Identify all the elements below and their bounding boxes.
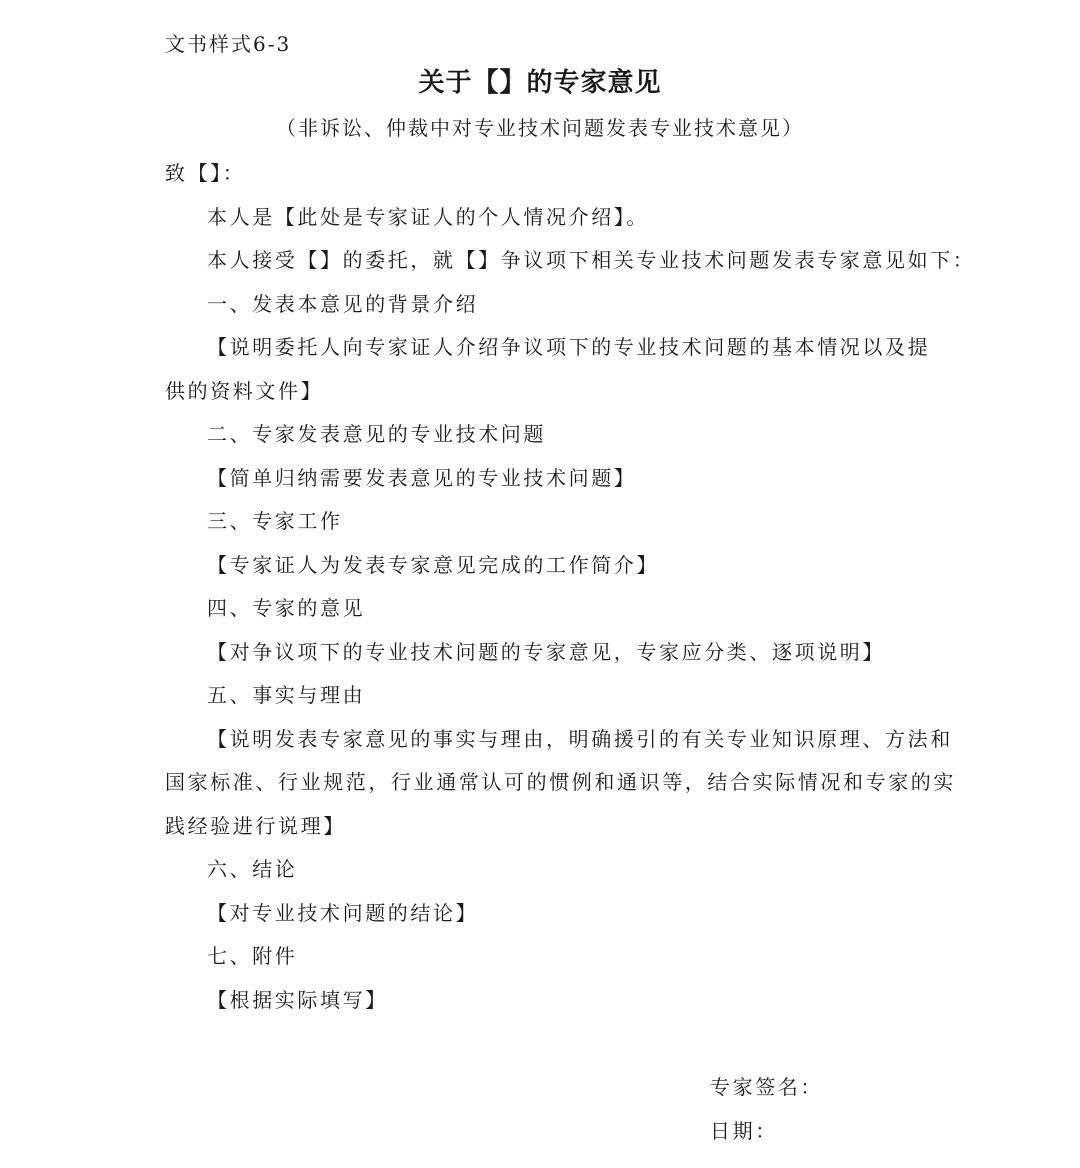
document-subtitle: （非诉讼、仲裁中对专业技术问题发表专业技术意见）	[276, 116, 804, 140]
section-4-body: 【对争议项下的专业技术问题的专家意见，专家应分类、逐项说明】	[207, 639, 885, 664]
section-5-heading: 五、事实与理由	[207, 683, 366, 707]
section-6-heading: 六、结论	[207, 857, 298, 881]
date-label: 日期：	[710, 1118, 778, 1143]
expert-signature-label: 专家签名：	[710, 1075, 823, 1099]
section-3-heading: 三、专家工作	[207, 509, 343, 533]
section-5-body-line-1: 【说明发表专家意见的事实与理由，明确援引的有关专业知识原理、方法和	[207, 726, 953, 751]
signature-block	[710, 1066, 823, 1153]
section-1-heading: 一、发表本意见的背景介绍	[207, 291, 479, 316]
section-2-heading: 二、专家发表意见的专业技术问题	[207, 422, 546, 446]
section-6-body: 【对专业技术问题的结论】	[207, 900, 479, 925]
section-5-body-line-2: 国家标准、行业规范，行业通常认可的惯例和通识等，结合实际情况和专家的实	[165, 770, 956, 794]
section-4-heading: 四、专家的意见	[207, 596, 366, 620]
section-7-heading: 七、附件	[207, 944, 298, 968]
commission-paragraph: 本人接受【】的委托，就【】争议项下相关专业技术问题发表专家意见如下：	[207, 248, 976, 272]
form-number: 文书样式6-3	[165, 32, 292, 56]
section-7-body: 【根据实际填写】	[207, 987, 388, 1012]
document-body	[165, 152, 976, 1022]
addressee: 致【】：	[165, 161, 246, 185]
section-1-body-line-2: 供的资料文件】	[165, 378, 324, 403]
section-3-body: 【专家证人为发表专家意见完成的工作简介】	[207, 552, 659, 577]
section-2-body: 【简单归纳需要发表意见的专业技术问题】	[207, 465, 637, 490]
section-1-body-line-1: 【说明委托人向专家证人介绍争议项下的专业技术问题的基本情况以及提	[207, 335, 931, 359]
section-5-body-line-3: 践经验进行说理】	[165, 813, 346, 838]
self-intro-paragraph: 本人是【此处是专家证人的个人情况介绍】。	[207, 204, 649, 229]
document-title: 关于【】的专家意见	[418, 68, 662, 98]
